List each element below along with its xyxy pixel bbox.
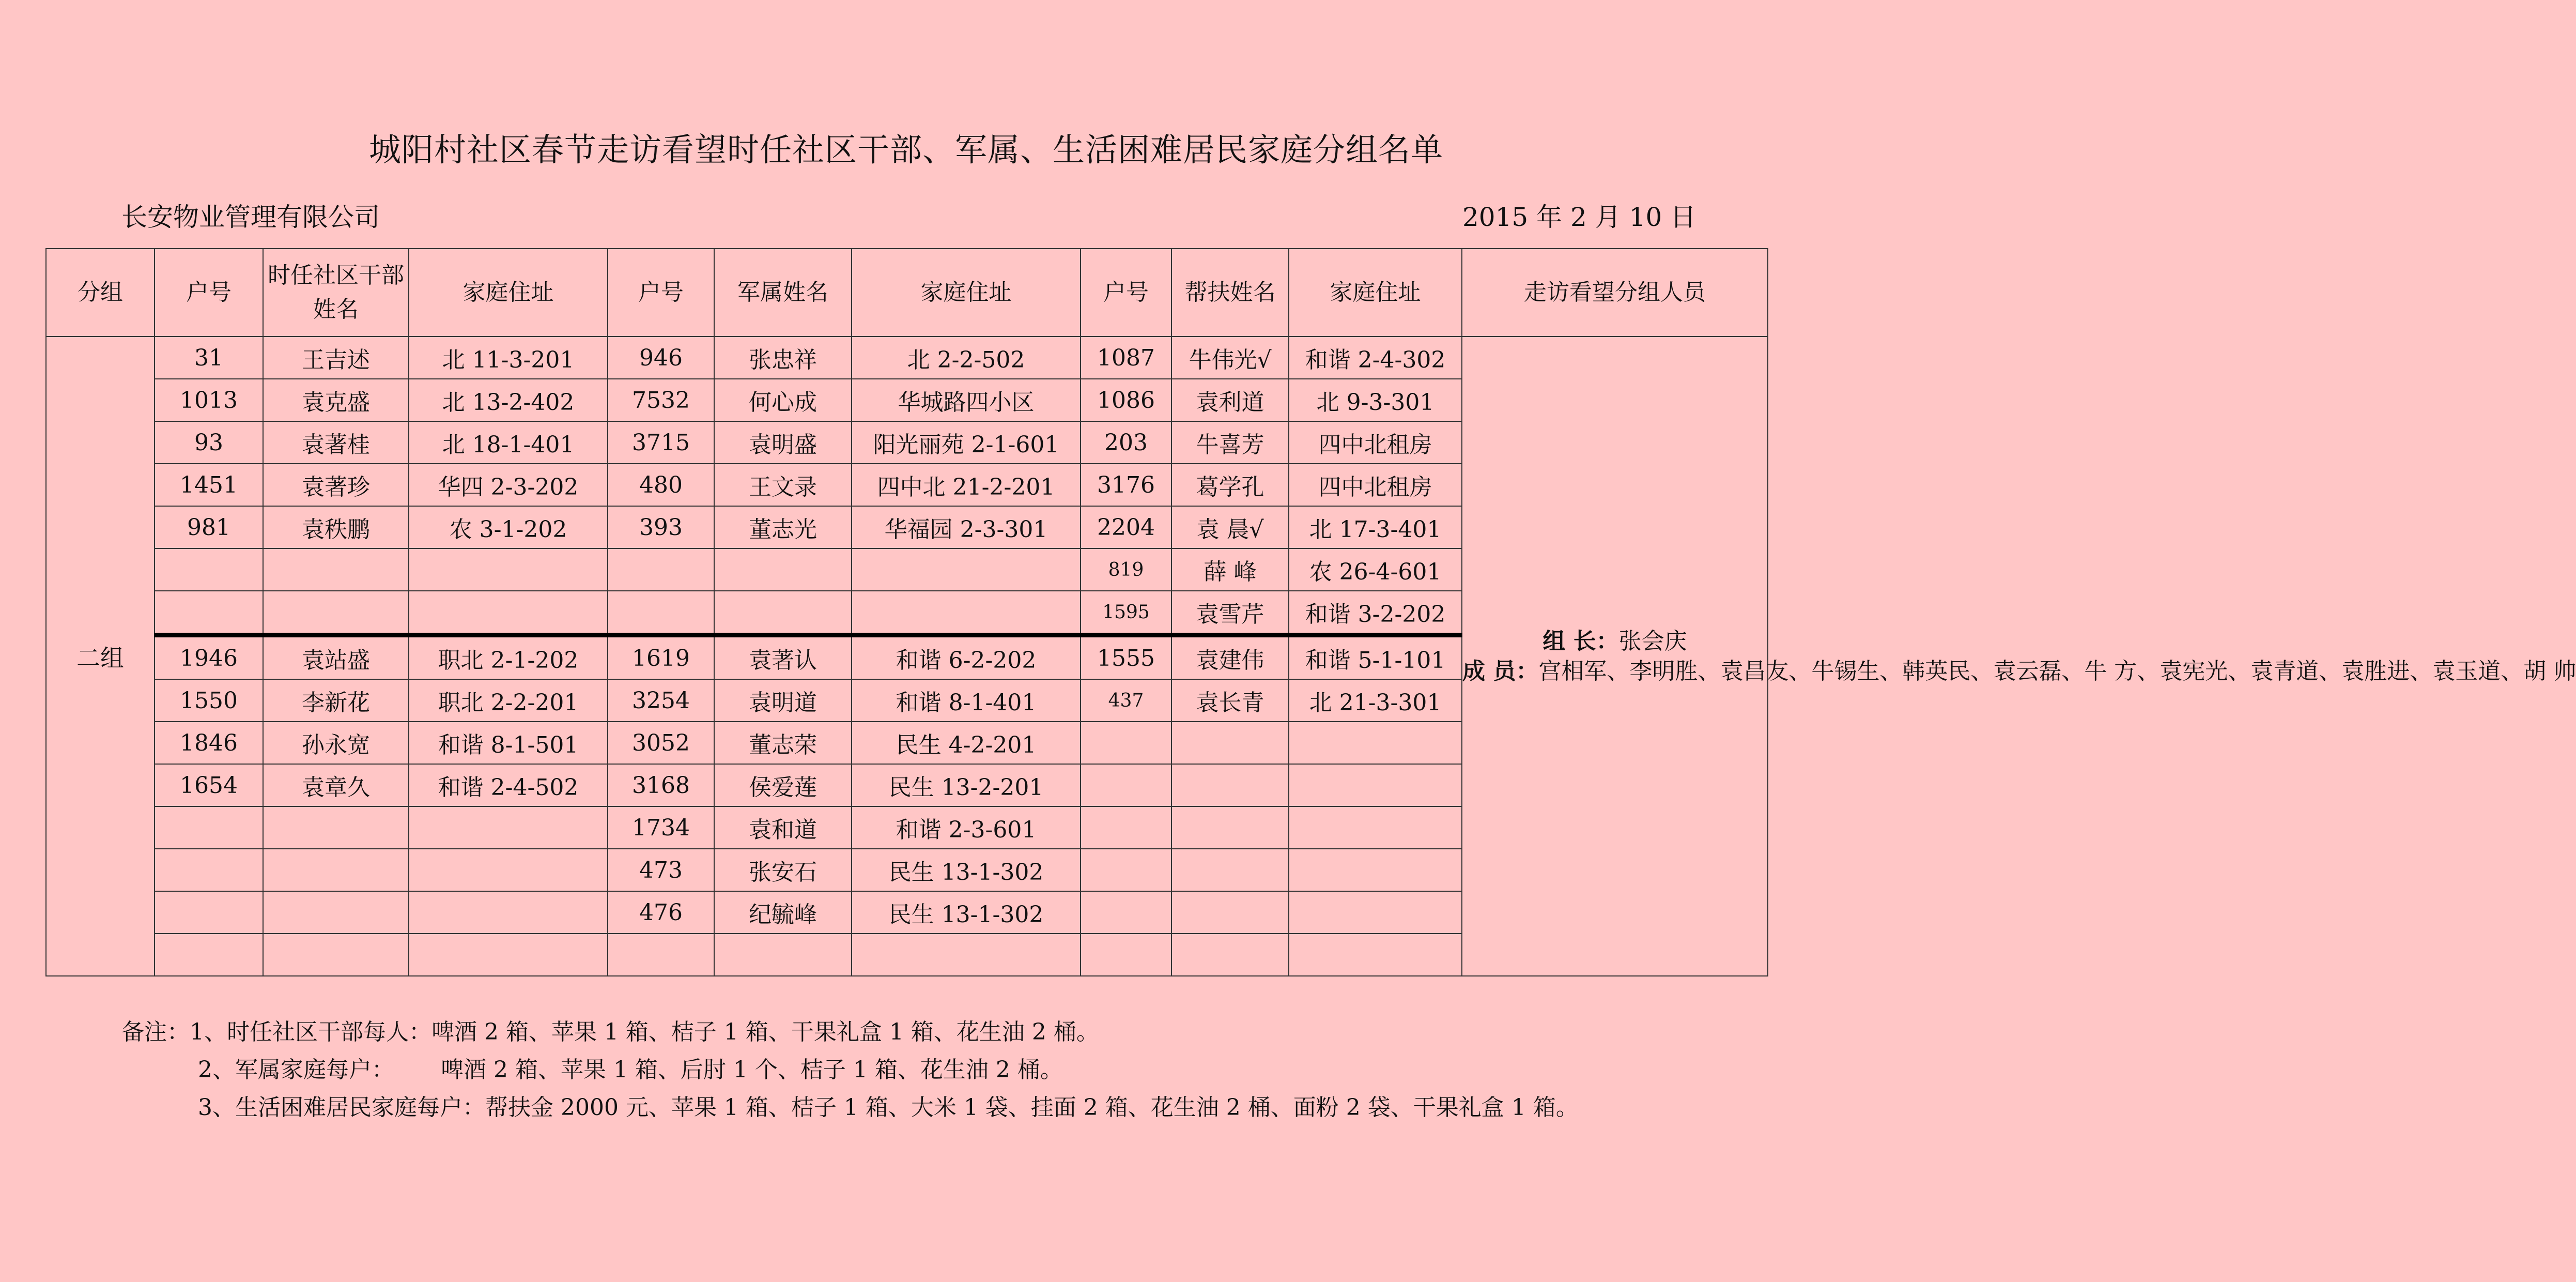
cadre-address-cell: 农 3-1-202 <box>409 506 608 548</box>
aid-household-cell: 1086 <box>1081 379 1171 421</box>
military-name-cell <box>714 548 852 591</box>
military-household-cell: 1734 <box>608 806 714 849</box>
military-household-cell: 473 <box>608 849 714 891</box>
cadre-address-cell <box>409 548 608 591</box>
military-address-cell: 四中北 21-2-201 <box>852 464 1081 506</box>
aid-address-cell <box>1289 934 1462 976</box>
military-address-cell: 民生 4-2-201 <box>852 722 1081 764</box>
note-1-text: 1、时任社区干部每人：啤酒 2 箱、苹果 1 箱、桔子 1 箱、干果礼盒 1 箱、花生油 2 桶。 <box>190 1019 1099 1045</box>
cadre-address-cell <box>409 891 608 934</box>
cadre-household-cell <box>155 934 263 976</box>
aid-name-cell: 袁利道 <box>1171 379 1289 421</box>
military-address-cell: 北 2-2-502 <box>852 337 1081 379</box>
military-name-cell: 袁和道 <box>714 806 852 849</box>
cadre-household-cell <box>155 591 263 635</box>
aid-household-cell <box>1081 806 1171 849</box>
military-household-cell: 480 <box>608 464 714 506</box>
military-address-cell <box>852 934 1081 976</box>
military-name-cell: 袁明道 <box>714 679 852 722</box>
aid-address-cell: 四中北租房 <box>1289 421 1462 464</box>
military-name-cell <box>714 591 852 635</box>
cadre-address-cell <box>409 806 608 849</box>
table-header-row <box>46 249 1768 337</box>
military-household-cell: 3052 <box>608 722 714 764</box>
note-3-text: 3、生活困难居民家庭每户：帮扶金 2000 元、苹果 1 箱、桔子 1 箱、大米 1 袋、挂面 2 箱、花生油 2 桶、面粉 2 袋、干果礼盒 1 箱。 <box>198 1094 1579 1121</box>
cadre-name-cell: 袁著桂 <box>263 421 409 464</box>
aid-address-cell: 北 21-3-301 <box>1289 679 1462 722</box>
header-cadre-household: 户号 <box>155 249 263 337</box>
visit-team-cell <box>1462 337 2576 976</box>
header-cadre-name: 时任社区干部姓名 <box>263 249 409 337</box>
military-household-cell <box>608 548 714 591</box>
cadre-household-cell: 1846 <box>155 722 263 764</box>
page-title: 城阳村社区春节走访看望时任社区干部、军属、生活困难居民家庭分组名单 <box>368 131 1443 169</box>
cadre-name-cell <box>263 891 409 934</box>
notes-prefix: 备注： <box>121 1019 190 1045</box>
cadre-household-cell <box>155 548 263 591</box>
header-military-household: 户号 <box>608 249 714 337</box>
cadre-address-cell: 职北 2-2-201 <box>409 679 608 722</box>
aid-household-cell: 437 <box>1081 679 1171 722</box>
military-address-cell: 民生 13-1-302 <box>852 849 1081 891</box>
leader-name: 张会庆 <box>1618 628 1687 654</box>
aid-address-cell <box>1289 764 1462 806</box>
military-household-cell: 7532 <box>608 379 714 421</box>
aid-address-cell: 四中北租房 <box>1289 464 1462 506</box>
aid-household-cell: 2204 <box>1081 506 1171 548</box>
aid-name-cell <box>1171 849 1289 891</box>
cadre-name-cell <box>263 934 409 976</box>
aid-address-cell <box>1289 722 1462 764</box>
cadre-name-cell: 袁著珍 <box>263 464 409 506</box>
header-aid-household: 户号 <box>1081 249 1171 337</box>
note-line-3 <box>121 1089 1579 1126</box>
aid-household-cell: 203 <box>1081 421 1171 464</box>
aid-name-cell <box>1171 722 1289 764</box>
note-2-label: 2、军属家庭每户： <box>198 1057 394 1083</box>
aid-address-cell <box>1289 849 1462 891</box>
military-name-cell: 侯爱莲 <box>714 764 852 806</box>
notes-section <box>121 1013 1579 1126</box>
aid-name-cell: 袁建伟 <box>1171 635 1289 680</box>
military-household-cell <box>608 934 714 976</box>
military-name-cell: 纪毓峰 <box>714 891 852 934</box>
cadre-name-cell <box>263 548 409 591</box>
aid-household-cell: 1087 <box>1081 337 1171 379</box>
cadre-household-cell <box>155 849 263 891</box>
military-household-cell: 3254 <box>608 679 714 722</box>
aid-address-cell: 北 9-3-301 <box>1289 379 1462 421</box>
cadre-address-cell: 北 13-2-402 <box>409 379 608 421</box>
military-address-cell: 华城路四小区 <box>852 379 1081 421</box>
aid-household-cell: 3176 <box>1081 464 1171 506</box>
aid-household-cell: 819 <box>1081 548 1171 591</box>
aid-household-cell <box>1081 849 1171 891</box>
aid-address-cell <box>1289 891 1462 934</box>
cadre-household-cell: 1550 <box>155 679 263 722</box>
cadre-name-cell <box>263 591 409 635</box>
military-household-cell <box>608 591 714 635</box>
header-aid-address: 家庭住址 <box>1289 249 1462 337</box>
cadre-name-cell: 孙永宽 <box>263 722 409 764</box>
aid-name-cell: 袁长青 <box>1171 679 1289 722</box>
members-label: 成 员： <box>1462 658 1539 684</box>
military-address-cell: 民生 13-2-201 <box>852 764 1081 806</box>
military-household-cell: 476 <box>608 891 714 934</box>
aid-name-cell: 薛 峰 <box>1171 548 1289 591</box>
cadre-address-cell <box>409 591 608 635</box>
military-name-cell: 董志荣 <box>714 722 852 764</box>
aid-household-cell <box>1081 891 1171 934</box>
aid-name-cell <box>1171 934 1289 976</box>
military-household-cell: 1619 <box>608 635 714 680</box>
cadre-name-cell: 李新花 <box>263 679 409 722</box>
cadre-address-cell <box>409 849 608 891</box>
cadre-address-cell: 北 18-1-401 <box>409 421 608 464</box>
military-name-cell: 张安石 <box>714 849 852 891</box>
cadre-household-cell <box>155 891 263 934</box>
cadre-household-cell: 1451 <box>155 464 263 506</box>
military-household-cell: 3168 <box>608 764 714 806</box>
cadre-name-cell <box>263 849 409 891</box>
cadre-household-cell <box>155 806 263 849</box>
members-names: 宫相军、李明胜、袁昌友、牛锡生、韩英民、袁云磊、牛 方、袁宪光、袁青道、袁胜进、袁玉道、胡 帅 <box>1538 658 2576 684</box>
leader-label: 组 长： <box>1542 628 1619 654</box>
aid-household-cell: 1555 <box>1081 635 1171 680</box>
cadre-address-cell: 和谐 8-1-501 <box>409 722 608 764</box>
cadre-name-cell: 袁秩鹏 <box>263 506 409 548</box>
military-household-cell: 946 <box>608 337 714 379</box>
header-military-name: 军属姓名 <box>714 249 852 337</box>
military-address-cell: 华福园 2-3-301 <box>852 506 1081 548</box>
header-military-address: 家庭住址 <box>852 249 1081 337</box>
cadre-name-cell: 王吉述 <box>263 337 409 379</box>
military-address-cell: 和谐 8-1-401 <box>852 679 1081 722</box>
cadre-name-cell: 袁克盛 <box>263 379 409 421</box>
aid-address-cell: 农 26-4-601 <box>1289 548 1462 591</box>
military-household-cell: 3715 <box>608 421 714 464</box>
cadre-address-cell <box>409 934 608 976</box>
header-visit-team: 走访看望分组人员 <box>1462 249 1768 337</box>
header-aid-name: 帮扶姓名 <box>1171 249 1289 337</box>
visit-team-leader <box>1462 627 1767 657</box>
aid-name-cell <box>1171 764 1289 806</box>
military-address-cell: 和谐 6-2-202 <box>852 635 1081 680</box>
note-line-1 <box>121 1013 1579 1051</box>
cadre-household-cell: 93 <box>155 421 263 464</box>
aid-household-cell: 1595 <box>1081 591 1171 635</box>
cadre-household-cell: 1654 <box>155 764 263 806</box>
note-line-2 <box>121 1051 1579 1089</box>
cadre-address-cell: 和谐 2-4-502 <box>409 764 608 806</box>
aid-address-cell: 和谐 3-2-202 <box>1289 591 1462 635</box>
aid-name-cell <box>1171 891 1289 934</box>
table-row <box>46 337 1768 379</box>
military-name-cell: 袁明盛 <box>714 421 852 464</box>
military-address-cell: 民生 13-1-302 <box>852 891 1081 934</box>
aid-household-cell <box>1081 722 1171 764</box>
military-name-cell: 王文录 <box>714 464 852 506</box>
military-name-cell: 袁著认 <box>714 635 852 680</box>
visit-team-members <box>1462 657 2576 686</box>
cadre-name-cell: 袁站盛 <box>263 635 409 680</box>
military-name-cell <box>714 934 852 976</box>
aid-address-cell: 和谐 2-4-302 <box>1289 337 1462 379</box>
cadre-household-cell: 1946 <box>155 635 263 680</box>
visit-roster-table <box>45 248 2576 976</box>
note-2-items: 啤酒 2 箱、苹果 1 箱、后肘 1 个、桔子 1 箱、花生油 2 桶。 <box>441 1057 1063 1083</box>
military-address-cell <box>852 548 1081 591</box>
cadre-household-cell: 31 <box>155 337 263 379</box>
cadre-address-cell: 职北 2-1-202 <box>409 635 608 680</box>
aid-household-cell <box>1081 764 1171 806</box>
military-address-cell: 阳光丽苑 2-1-601 <box>852 421 1081 464</box>
cadre-household-cell: 1013 <box>155 379 263 421</box>
cadre-name-cell <box>263 806 409 849</box>
aid-name-cell: 葛学孔 <box>1171 464 1289 506</box>
header-group: 分组 <box>46 249 155 337</box>
aid-name-cell: 牛伟光√ <box>1171 337 1289 379</box>
cadre-address-cell: 北 11-3-201 <box>409 337 608 379</box>
military-name-cell: 何心成 <box>714 379 852 421</box>
military-name-cell: 张忠祥 <box>714 337 852 379</box>
cadre-address-cell: 华四 2-3-202 <box>409 464 608 506</box>
company-name: 长安物业管理有限公司 <box>121 202 380 232</box>
military-name-cell: 董志光 <box>714 506 852 548</box>
aid-name-cell: 袁 晨√ <box>1171 506 1289 548</box>
aid-name-cell: 袁雪芹 <box>1171 591 1289 635</box>
header-cadre-address: 家庭住址 <box>409 249 608 337</box>
military-household-cell: 393 <box>608 506 714 548</box>
document-date: 2015 年 2 月 10 日 <box>1462 202 1696 232</box>
aid-address-cell: 北 17-3-401 <box>1289 506 1462 548</box>
aid-address-cell: 和谐 5-1-101 <box>1289 635 1462 680</box>
aid-address-cell <box>1289 806 1462 849</box>
aid-name-cell: 牛喜芳 <box>1171 421 1289 464</box>
military-address-cell <box>852 591 1081 635</box>
group-name-cell: 二组 <box>46 337 155 976</box>
aid-household-cell <box>1081 934 1171 976</box>
aid-name-cell <box>1171 806 1289 849</box>
cadre-household-cell: 981 <box>155 506 263 548</box>
military-address-cell: 和谐 2-3-601 <box>852 806 1081 849</box>
cadre-name-cell: 袁章久 <box>263 764 409 806</box>
